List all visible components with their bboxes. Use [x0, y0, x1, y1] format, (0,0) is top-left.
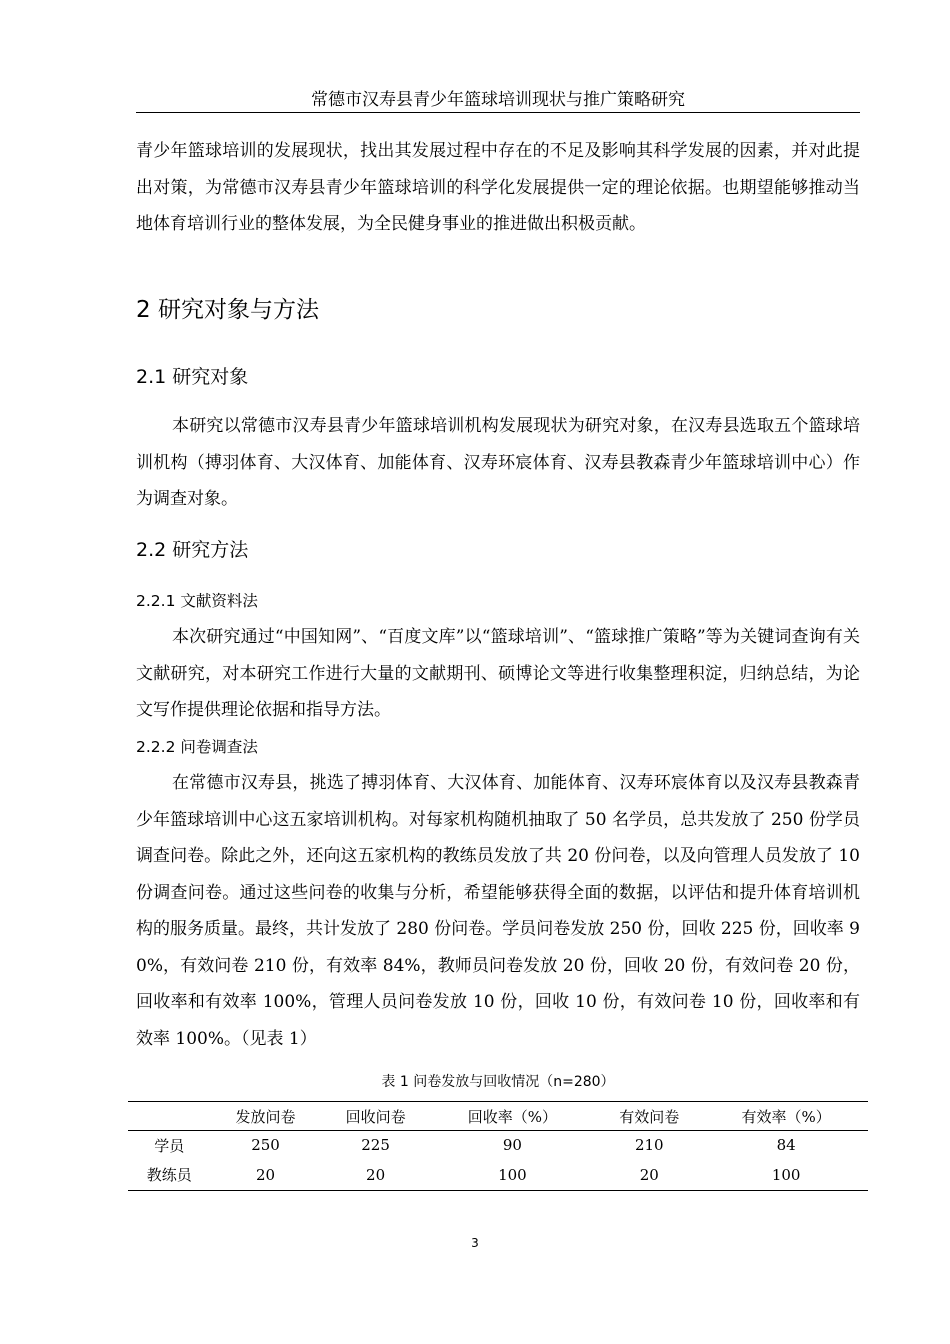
table-header-cell: 有效率（%） — [741, 1107, 831, 1126]
table-cell: 84 — [776, 1136, 796, 1155]
section-2-1-paragraph: 本研究以常德市汉寿县青少年篮球培训机构发展现状为研究对象，在汉寿县选取五个篮球培训机构（搏羽体育、大汉体育、加能体育、汉寿环宸体育、汉寿县教森青少年篮球培训中心）作为调查对象。 — [136, 416, 860, 509]
table-cell: 20 — [366, 1165, 386, 1184]
section-2-heading: 2 研究对象与方法 — [136, 297, 319, 323]
table-cell: 100 — [498, 1165, 527, 1184]
table-header-cell: 发放问卷 — [235, 1107, 296, 1126]
table-caption: 表 1 问卷发放与回收情况（n=280） — [381, 1074, 615, 1090]
page-number: 3 — [471, 1236, 479, 1250]
section-2-2-2-heading: 2.2.2 问卷调查法 — [136, 738, 258, 756]
table-cell: 20 — [639, 1165, 659, 1184]
questionnaire-table — [128, 1101, 868, 1191]
section-2-1-heading: 2.1 研究对象 — [136, 366, 249, 388]
table-cell: 100 — [771, 1165, 801, 1184]
table-cell: 教练员 — [146, 1166, 192, 1185]
section-2-2-heading: 2.2 研究方法 — [136, 539, 249, 561]
table-header-cell: 有效问卷 — [619, 1107, 680, 1126]
table-cell: 225 — [361, 1136, 390, 1155]
table-row — [128, 1160, 868, 1191]
table-cell: 90 — [502, 1136, 522, 1155]
page-header: 常德市汉寿县青少年篮球培训现状与推广策略研究 — [136, 88, 860, 113]
table-row — [128, 1131, 868, 1160]
intro-paragraph: 青少年篮球培训的发展现状，找出其发展过程中存在的不足及影响其科学发展的因素，并对此提出对策，为常德市汉寿县青少年篮球培训的科学化发展提供一定的理论依据。也期望能够推动当地体育培训行业的整体发展，为全民健身事业的推进做出积极贡献。 — [136, 141, 860, 234]
table-cell: 学员 — [154, 1136, 185, 1155]
section-2-2-1-paragraph: 本次研究通过“中国知网”、“百度文库”以“篮球培训”、“篮球推广策略”等为关键词查询有关文献研究，对本研究工作进行大量的文献期刊、硕博论文等进行收集整理积淀，归纳总结，为论文写作提供理论依据和指导方法。 — [136, 627, 860, 720]
table-header-row — [128, 1102, 868, 1131]
table-cell: 210 — [634, 1136, 664, 1155]
section-2-2-2-paragraph: 在常德市汉寿县，挑选了搏羽体育、大汉体育、加能体育、汉寿环宸体育以及汉寿县教森青少年篮球培训中心这五家培训机构。对每家机构随机抽取了 50 名学员，总共发放了 250 份学员调查问卷。除此之外，还向这五家机构的教练员发放了共 20 份问卷，以及向管理人员发放了 10 份调查问卷。通过这些问卷的收集与分析，希望能够获得全面的数据，以评估和提升体育培训机构的服务质量。最终，共计发放了 280 份问卷。学员问卷发放 250 份，回收 225 份，回收率 90%，有效问卷 210 份，有效率 84%，教师员问卷发放 20 份，回收 20 份，有效问卷 20 份，回收率和有效率 100%，管理人员问卷发放 10 份，回收 10 份，有效问卷 10 份，回收率和有效率 100%。（见表 1） — [136, 773, 860, 1049]
table-cell: 20 — [256, 1165, 276, 1184]
table-cell: 250 — [251, 1136, 280, 1155]
table-header-cell: 回收问卷 — [345, 1107, 406, 1126]
section-2-2-1-heading: 2.2.1 文献资料法 — [136, 592, 258, 610]
table-header-cell: 回收率（%） — [467, 1107, 558, 1126]
table-header-cell — [128, 1102, 211, 1131]
